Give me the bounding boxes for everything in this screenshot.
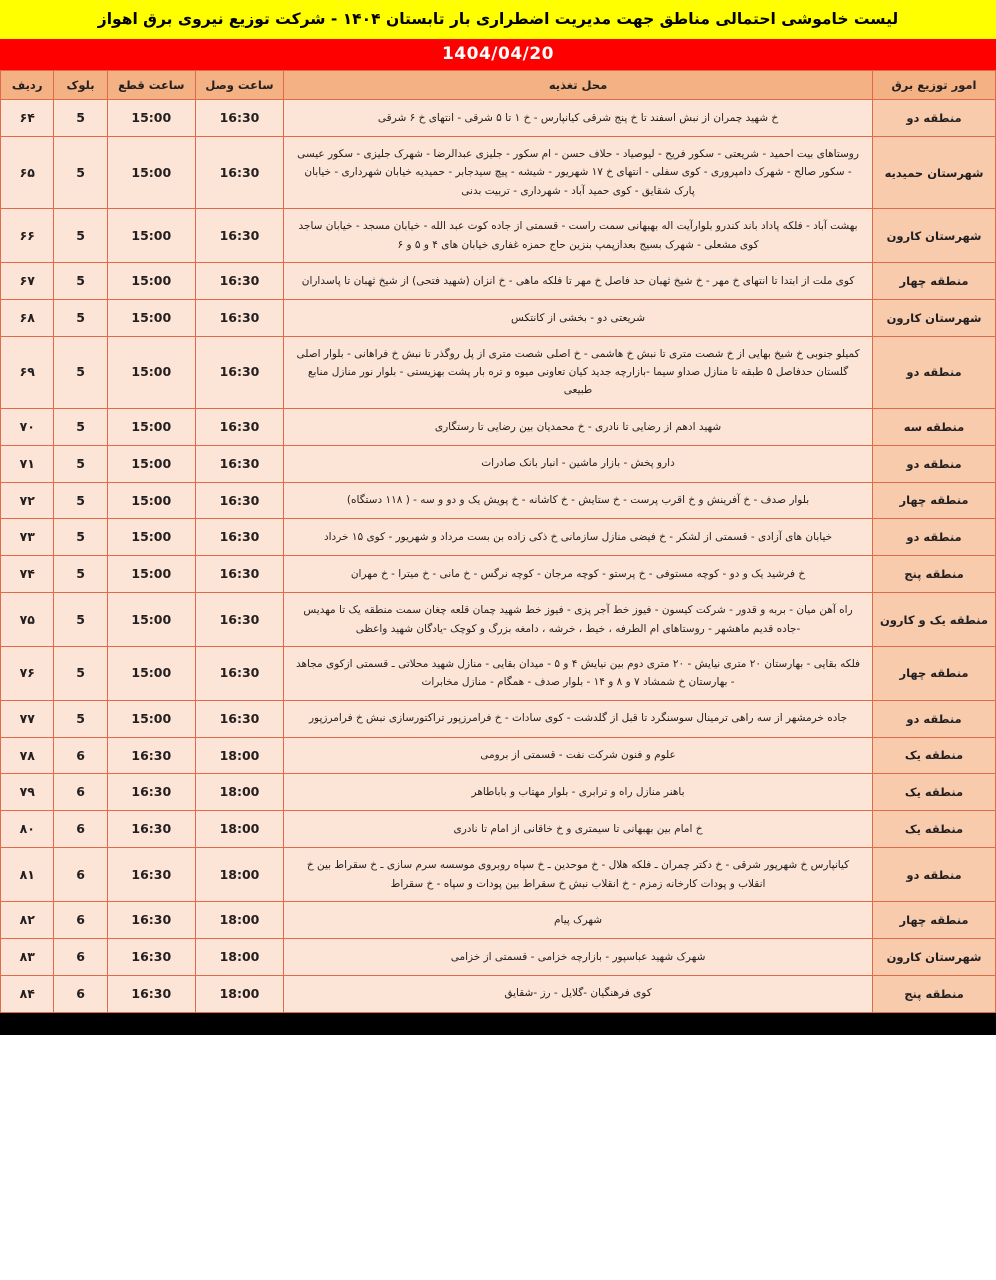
column-header-desc: محل تغذیه	[284, 71, 873, 100]
cell-off: 15:00	[107, 482, 195, 519]
table-row	[1, 519, 996, 556]
cell-area: منطقه چهار	[873, 482, 996, 519]
cell-block: 5	[54, 700, 107, 737]
table-header-row	[1, 71, 996, 100]
cell-area: منطقه دو	[873, 445, 996, 482]
cell-desc: بلوار صدف - خ آفرینش و خ اقرب پرست - خ ستایش - خ کاشانه - خ پویش یک و دو و سه - ( ۱۱۸ دستگاه)	[284, 482, 873, 519]
page-title: لیست خاموشی احتمالی مناطق جهت مدیریت اضطراری بار تابستان ۱۴۰۴ - شرکت توزیع نیروی برق اهواز	[0, 0, 996, 39]
cell-off: 16:30	[107, 901, 195, 938]
cell-desc: شریعتی دو - بخشی از کانتکس	[284, 299, 873, 336]
cell-block: 6	[54, 901, 107, 938]
cell-block: 6	[54, 774, 107, 811]
cell-area: منطقه پنج	[873, 556, 996, 593]
cell-off: 15:00	[107, 408, 195, 445]
cell-desc: باهنر منازل راه و ترابری - بلوار مهتاب و باباطاهر	[284, 774, 873, 811]
cell-desc: خ فرشید یک و دو - کوچه مستوفی - خ پرستو - کوچه مرجان - کوچه نرگس - خ مانی - خ میترا - خ مهران	[284, 556, 873, 593]
column-header-on: ساعت وصل	[195, 71, 283, 100]
outage-table	[0, 70, 996, 1012]
cell-off: 15:00	[107, 700, 195, 737]
cell-on: 18:00	[195, 811, 283, 848]
cell-block: 5	[54, 408, 107, 445]
cell-block: 5	[54, 299, 107, 336]
cell-off: 15:00	[107, 593, 195, 647]
table-row	[1, 848, 996, 902]
cell-area: منطقه چهار	[873, 646, 996, 700]
table-row	[1, 975, 996, 1012]
cell-off: 15:00	[107, 556, 195, 593]
cell-area: منطقه دو	[873, 100, 996, 137]
cell-off: 15:00	[107, 262, 195, 299]
cell-on: 16:30	[195, 482, 283, 519]
cell-row: ۶۹	[1, 336, 54, 408]
cell-row: ۷۵	[1, 593, 54, 647]
cell-area: منطقه پنج	[873, 975, 996, 1012]
cell-desc: دارو پخش - بازار ماشین - انبار بانک صادرات	[284, 445, 873, 482]
cell-row: ۷۱	[1, 445, 54, 482]
cell-area: منطقه یک	[873, 737, 996, 774]
cell-on: 18:00	[195, 737, 283, 774]
cell-block: 5	[54, 445, 107, 482]
table-header	[1, 71, 996, 100]
cell-block: 6	[54, 848, 107, 902]
cell-row: ۷۶	[1, 646, 54, 700]
cell-block: 5	[54, 593, 107, 647]
table-row	[1, 299, 996, 336]
cell-off: 15:00	[107, 209, 195, 263]
table-row	[1, 445, 996, 482]
table-row	[1, 774, 996, 811]
cell-desc: کوی ملت از ابتدا تا انتهای خ مهر - خ شیخ ثهبان حد فاصل خ مهر تا فلکه ماهی - خ انزان (شهید فتحی) از شیخ ثهبان تا پاسداران	[284, 262, 873, 299]
cell-area: منطقه دو	[873, 519, 996, 556]
table-row	[1, 593, 996, 647]
cell-on: 16:30	[195, 700, 283, 737]
cell-row: ۶۸	[1, 299, 54, 336]
cell-area: منطقه دو	[873, 848, 996, 902]
cell-area: منطقه یک و کارون	[873, 593, 996, 647]
table-row	[1, 700, 996, 737]
cell-off: 16:30	[107, 811, 195, 848]
table-body	[1, 100, 996, 1012]
cell-row: ۷۷	[1, 700, 54, 737]
cell-off: 16:30	[107, 774, 195, 811]
cell-on: 16:30	[195, 137, 283, 209]
cell-block: 5	[54, 209, 107, 263]
cell-area: شهرستان حمیدیه	[873, 137, 996, 209]
table-row	[1, 901, 996, 938]
table-row	[1, 811, 996, 848]
cell-on: 16:30	[195, 445, 283, 482]
cell-on: 18:00	[195, 848, 283, 902]
cell-row: ۷۹	[1, 774, 54, 811]
cell-block: 5	[54, 100, 107, 137]
cell-on: 16:30	[195, 262, 283, 299]
footer-bar	[0, 1013, 996, 1035]
cell-on: 16:30	[195, 408, 283, 445]
cell-area: منطقه سه	[873, 408, 996, 445]
cell-off: 15:00	[107, 445, 195, 482]
column-header-off: ساعت قطع	[107, 71, 195, 100]
cell-block: 5	[54, 482, 107, 519]
cell-on: 18:00	[195, 901, 283, 938]
cell-off: 15:00	[107, 519, 195, 556]
cell-row: ۶۵	[1, 137, 54, 209]
cell-block: 5	[54, 137, 107, 209]
cell-on: 16:30	[195, 209, 283, 263]
cell-area: منطقه چهار	[873, 901, 996, 938]
cell-area: شهرستان کارون	[873, 938, 996, 975]
cell-row: ۸۴	[1, 975, 54, 1012]
table-row	[1, 737, 996, 774]
cell-on: 16:30	[195, 646, 283, 700]
cell-block: 6	[54, 737, 107, 774]
cell-area: شهرستان کارون	[873, 299, 996, 336]
schedule-date: 1404/04/20	[0, 39, 996, 70]
cell-desc: خیابان های آزادی - قسمتی از لشکر - خ فیضی منازل سازمانی خ ذکی زاده بن بست مرداد و شهریور - کوی ۱۵ خرداد	[284, 519, 873, 556]
cell-desc: جاده خرمشهر از سه راهی ترمینال سوسنگرد تا قبل از گلدشت - کوی سادات - خ فرامرزپور تراکتورسازی نبش خ فرامرزپور	[284, 700, 873, 737]
cell-desc: خ امام بین بهبهانی تا سیمتری و خ خاقانی از امام تا نادری	[284, 811, 873, 848]
column-header-area: امور توزیع برق	[873, 71, 996, 100]
cell-on: 16:30	[195, 100, 283, 137]
cell-on: 16:30	[195, 519, 283, 556]
cell-area: منطقه دو	[873, 700, 996, 737]
table-row	[1, 262, 996, 299]
cell-desc: شهرک پیام	[284, 901, 873, 938]
cell-on: 16:30	[195, 593, 283, 647]
column-header-block: بلوک	[54, 71, 107, 100]
table-row	[1, 100, 996, 137]
cell-row: ۶۴	[1, 100, 54, 137]
cell-block: 5	[54, 646, 107, 700]
cell-row: ۷۸	[1, 737, 54, 774]
cell-desc: علوم و فنون شرکت نفت - قسمتی از برومی	[284, 737, 873, 774]
table-row	[1, 408, 996, 445]
cell-desc: کیانپارس خ شهرپور شرقی - خ دکتر چمران ـ فلکه هلال - خ موحدین ـ خ سپاه روبروی موسسه سرم سازی ـ خ سقراط بین خ انقلاب و پودات کارخانه زمزم - خ انقلاب نبش خ سقراط بین پودات و سپاه - خ سقراط	[284, 848, 873, 902]
cell-area: منطقه دو	[873, 336, 996, 408]
cell-row: ۷۳	[1, 519, 54, 556]
table-row	[1, 938, 996, 975]
table-row	[1, 336, 996, 408]
cell-off: 16:30	[107, 938, 195, 975]
cell-off: 15:00	[107, 299, 195, 336]
cell-off: 15:00	[107, 336, 195, 408]
cell-row: ۷۴	[1, 556, 54, 593]
cell-off: 15:00	[107, 137, 195, 209]
column-header-row: ردیف	[1, 71, 54, 100]
cell-row: ۸۳	[1, 938, 54, 975]
cell-desc: کمیلو جنوبی خ شیخ بهایی از خ شصت متری تا نبش خ هاشمی - خ اصلی شصت متری از پل روگذر تا نبش خ فراهانی - بلوار اصلی گلستان حدفاصل ۵ طبقه تا منازل صداو سیما -بازارچه جدید کیان تعاونی میوه و تره بار پشت بهزیستی - بلوار نور منازل منابع طبیعی	[284, 336, 873, 408]
cell-off: 16:30	[107, 975, 195, 1012]
cell-row: ۸۱	[1, 848, 54, 902]
cell-off: 15:00	[107, 100, 195, 137]
cell-on: 16:30	[195, 336, 283, 408]
cell-off: 15:00	[107, 646, 195, 700]
cell-desc: شهرک شهید عباسپور - بازارچه خزامی - قسمتی از خزامی	[284, 938, 873, 975]
cell-row: ۸۰	[1, 811, 54, 848]
cell-area: شهرستان کارون	[873, 209, 996, 263]
cell-area: منطقه یک	[873, 774, 996, 811]
cell-off: 16:30	[107, 848, 195, 902]
cell-row: ۷۲	[1, 482, 54, 519]
cell-row: ۶۷	[1, 262, 54, 299]
table-row	[1, 646, 996, 700]
table-row	[1, 482, 996, 519]
cell-desc: راه آهن میان - بربه و قدور - شرکت کیسون - فیوز خط آجر پزی - فیوز خط شهید چمان قلعه چغان سمت منطقه یک تا مهدیس -جاده قدیم ماهشهر - روستاهای ام الطرفه ، خیط ، خرشه ، دامغه بزرگ و کوچک -یادگان شهید واعظی	[284, 593, 873, 647]
cell-block: 5	[54, 556, 107, 593]
cell-on: 18:00	[195, 938, 283, 975]
table-row	[1, 137, 996, 209]
table-row	[1, 209, 996, 263]
cell-on: 16:30	[195, 556, 283, 593]
cell-block: 6	[54, 975, 107, 1012]
cell-off: 16:30	[107, 737, 195, 774]
cell-desc: شهید ادهم از رضایی تا نادری - خ محمدیان بین رضایی تا رستگاری	[284, 408, 873, 445]
cell-desc: بهشت آباد - فلکه پاداد باند کندرو بلوارآیت اله بهبهانی سمت راست - قسمتی از جاده کوت عبد الله - خیابان مسجد - خیابان ساجد کوی مشعلی - شهرک بسیج بعدازپمپ بنزین حاج حمزه غفاری خیابان های ۴ و ۵ و ۶	[284, 209, 873, 263]
cell-row: ۷۰	[1, 408, 54, 445]
cell-row: ۸۲	[1, 901, 54, 938]
cell-on: 18:00	[195, 975, 283, 1012]
table-row	[1, 556, 996, 593]
cell-desc: کوی فرهنگیان -گلایل - رز -شقایق	[284, 975, 873, 1012]
cell-block: 5	[54, 336, 107, 408]
cell-area: منطقه چهار	[873, 262, 996, 299]
cell-block: 5	[54, 519, 107, 556]
cell-area: منطقه یک	[873, 811, 996, 848]
cell-on: 18:00	[195, 774, 283, 811]
cell-desc: روستاهای بیت احمید - شریعتی - سکور فریح - لیوصیاد - حلاف حسن - ام سکور - جلیزی عبدالرضا - شهرک جلیزی - سکور عیسی - سکور صالح - شهرک دامپروری - کوی سفلی - انتهای خ ۱۷ شهریور - شیشه - پیچ سیدجابر - حمیدیه خیابان شهرداری - خیابان پارک شقایق - کوی حمید آباد - شهرداری - تربیت بدنی	[284, 137, 873, 209]
cell-on: 16:30	[195, 299, 283, 336]
cell-row: ۶۶	[1, 209, 54, 263]
cell-block: 5	[54, 262, 107, 299]
cell-desc: خ شهید چمران از نبش اسفند تا خ پنج شرقی کیانپارس - خ ۱ تا ۵ شرقی - انتهای خ ۶ شرقی	[284, 100, 873, 137]
cell-block: 6	[54, 811, 107, 848]
cell-block: 6	[54, 938, 107, 975]
cell-desc: فلکه بقایی - بهارستان ۲۰ متری نیایش - ۲۰ متری دوم بین نیایش ۴ و ۵ - میدان بقایی - منازل شهید محلاتی ـ قسمتی ازکوی مجاهد - بهارستان خ شمشاد ۷ و ۸ و ۱۴ - بلوار صدف - همگام - منازل مخابرات	[284, 646, 873, 700]
